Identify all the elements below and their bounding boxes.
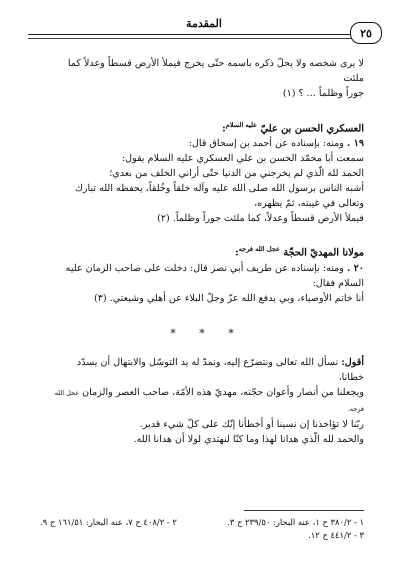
intro-line: جوراً وظلماً ... ؟ (١) <box>282 88 364 99</box>
closing-text: ويجعلنا من أنصار وأعوان حجّته، مهديّ هذه الأمّة، صاحب العصر والزمان <box>82 386 364 398</box>
seal-glyph: عجل الله فرجه <box>238 245 280 254</box>
section-heading: مولانا المهديّ الحجّة $^{عجل الله فرجه}$: <box>235 245 364 259</box>
footnote: ٢ - ٤٠٨/٢ ح ٧، عنه البحار: ١٦١/٥١ ح ٩. <box>40 517 177 527</box>
hadith-line: أشبه الناس برسول الله صلى الله عليه وآله خلقاً وخُلقاً، يحفظه الله تبارك وتعالى في غيبته، ثمّ يظهره، <box>75 183 364 210</box>
hadith-line: الحمد لله الّذي لم يخرجني من الدنيا حتّى أراني الخلف من بعدي؛ <box>109 168 364 180</box>
closing-line: والحمد لله الّذي هدانا لهذا وما كنّا لنهتدي لولا أن هدانا الله. <box>133 433 364 445</box>
hadith-number: ١٩ . <box>347 138 364 150</box>
aqul-label: أقول: <box>341 356 364 368</box>
section-heading-text: العسكري الحسن بن عليّ <box>260 123 364 135</box>
section-divider: * * * <box>170 326 244 340</box>
hadith-line: أنا خاتم الأوصياء، وبي يدفع الله عزّ وجلّ البلاء عن أهلي وشيعتي. (٣) <box>94 292 364 304</box>
closing-line <box>50 355 364 385</box>
hadith-line: سمعت أبا محمّد الحسن بن علي العسكري عليه السلام يقول: <box>121 153 364 165</box>
seal-glyph: عليه السلام <box>225 121 258 129</box>
footnote-rule <box>244 510 364 511</box>
header-rule-thin <box>28 38 380 39</box>
page-header <box>28 14 380 48</box>
header-rule <box>28 34 380 35</box>
closing-line: ربّنا لا تؤاخذنا إن نسينا أو أخطأنا إنّك على كلّ شيء قدير. <box>139 418 364 430</box>
main-content <box>50 56 364 447</box>
page-number-badge: ٢٥ <box>350 22 382 44</box>
closing-line <box>50 385 364 417</box>
hadith-text: ومنه: بإسناده عن أحمد بن إسحاق قال: <box>188 138 344 150</box>
section-heading: العسكري الحسن بن عليّ $^{عليه السلام}$: <box>222 121 364 135</box>
hadith-line: فيملأ الأرض قسطاً وعدلاً، كما ملئت جوراً وظلماً. (٢) <box>157 213 364 225</box>
hadith-line <box>50 136 364 151</box>
footnote: ١ - ٣٨٠/٢ ح ١، عنه البحار: ٢٣٩/٥٠ ح ٣. <box>227 517 364 527</box>
section-heading-text: مولانا المهديّ الحجّة <box>283 247 364 259</box>
hadith-line <box>50 261 364 291</box>
footnote: ٣ - ٤٤١/٢ ح ١٢. <box>308 530 364 540</box>
intro-line: لا يرى شخصه ولا يحلّ ذكره باسمه حتّى يخرج فيملأ الأرض قسطاً وعدلاً كما ملئت <box>67 58 364 84</box>
closing-text: نسأل الله تعالى ونتضرّع إليه، ونمدّ له يد التوسّل والابتهال أن يسدّد خطانا، <box>76 356 364 383</box>
footnotes <box>40 516 364 542</box>
chapter-title: المقدمة <box>186 17 222 30</box>
hadith-text: ومنه: بإسناده عن طريف أبي نصر قال: دخلت على صاحب الزمان عليه السلام فقال: <box>65 262 364 289</box>
footnote-row <box>40 516 364 529</box>
seal-glyph: عجل الله فرجه. <box>54 388 364 413</box>
hadith-number: ٢٠ . <box>347 262 364 274</box>
